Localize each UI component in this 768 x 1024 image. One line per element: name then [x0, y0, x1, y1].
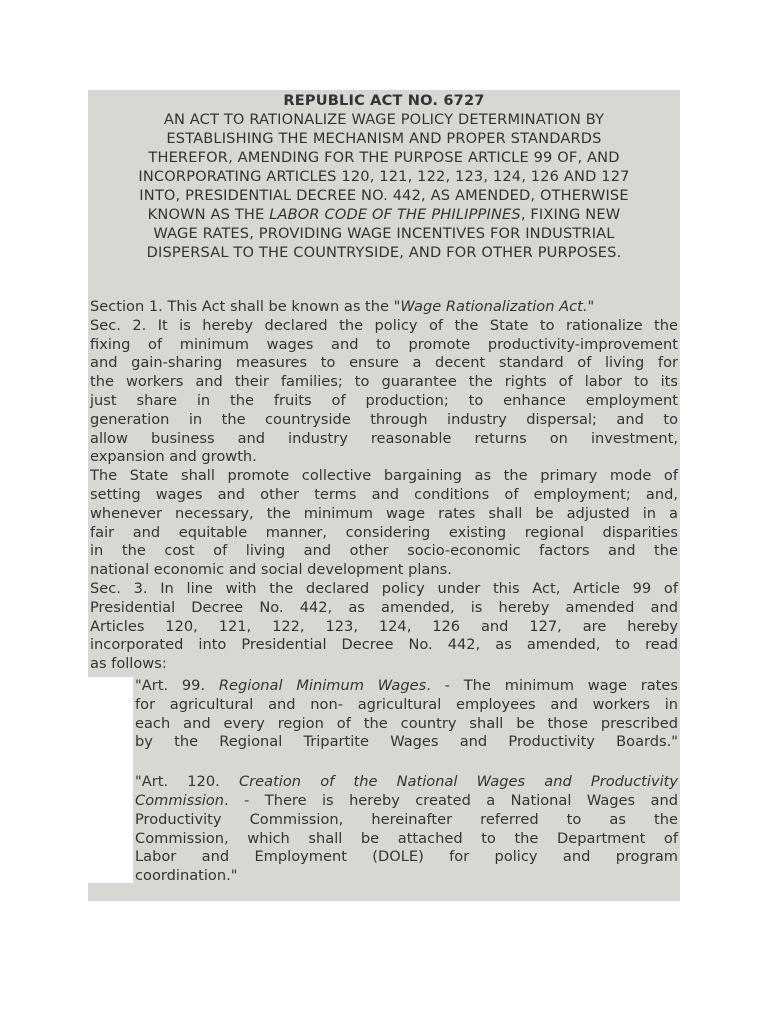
article-120-heading: Creation of the National Wages and Productivity: [238, 773, 678, 791]
article-99-text: . - The minimum wage rates: [426, 677, 678, 694]
section-3-line: Presidential Decree No. 442, as amended, is hereby amended and: [90, 598, 678, 616]
article-120-heading: Commission: [135, 791, 225, 809]
section-3: [90, 580, 678, 674]
section-2-line: the workers and their families; to guarantee the rights of labor to its: [90, 373, 678, 391]
section-3-line: as follows:: [90, 655, 167, 673]
act-title-line: ESTABLISHING THE MECHANISM AND PROPER STANDARDS: [166, 130, 602, 147]
state-policy-line: The State shall promote collective bargaining as the primary mode of: [90, 467, 678, 485]
section-3-line: incorporated into Presidential Decree No. 442, as amended, to read: [90, 636, 678, 654]
act-title-line: WAGE RATES, PROVIDING WAGE INCENTIVES FOR INDUSTRIAL: [153, 225, 615, 242]
act-title-text: , FIXING NEW: [520, 206, 621, 223]
state-policy-line: in the cost of living and other socio-economic factors and the: [90, 542, 678, 560]
section-2-line: just share in the fruits of production; to enhance employment: [90, 391, 678, 409]
state-policy-line: fair and equitable manner, considering existing regional disparities: [90, 523, 678, 541]
article-99-number: "Art. 99.: [135, 677, 219, 694]
article-120-text: . - There is hereby created a National Wages and: [224, 791, 678, 809]
state-policy-line: setting wages and other terms and conditions of employment; and,: [90, 485, 678, 503]
article-120-line: [135, 792, 678, 811]
act-title-line: INTO, PRESIDENTIAL DECREE NO. 442, AS AMENDED, OTHERWISE: [139, 187, 629, 204]
article-99: [135, 677, 678, 752]
article-99-line: each and every region of the country shall be those prescribed: [135, 714, 678, 732]
act-title-text: KNOWN AS THE: [147, 206, 270, 223]
section-2: [90, 317, 678, 467]
act-title-block: [88, 91, 680, 262]
section-3-line: Articles 120, 121, 122, 123, 124, 126 and 127, are hereby: [90, 617, 678, 635]
article-120-number: "Art. 120.: [135, 773, 239, 791]
state-policy-line: national economic and social development plans.: [90, 561, 452, 579]
quoted-articles: [135, 677, 678, 886]
section-2-line: Sec. 2. It is hereby declared the policy of the State to rationalize the: [90, 316, 678, 334]
article-120-line: Commission, which shall be attached to the Department of: [135, 829, 678, 847]
section-3-line: Sec. 3. In line with the declared policy under this Act, Article 99 of: [90, 579, 678, 597]
article-99-line: for agricultural and non- agricultural employees and workers in: [135, 695, 678, 713]
act-title-line: THEREFOR, AMENDING FOR THE PURPOSE ARTICLE 99 OF, AND: [148, 149, 620, 166]
section-1-text: Section 1. This Act shall be known as the: [90, 298, 394, 315]
article-99-heading: Regional Minimum Wages: [218, 677, 427, 694]
act-body: [90, 298, 678, 674]
article-120-line: Labor and Employment (DOLE) for policy and program: [135, 848, 678, 866]
act-title-line: [88, 205, 680, 224]
paragraph-gap: [135, 752, 678, 773]
state-policy-paragraph: [90, 467, 678, 580]
section-1: [90, 298, 678, 317]
quote-indent-margin: [88, 677, 133, 883]
act-title-line: DISPERSAL TO THE COUNTRYSIDE, AND FOR OTHER PURPOSES.: [146, 244, 622, 261]
article-120-line: coordination.": [135, 867, 238, 885]
state-policy-line: whenever necessary, the minimum wage rates shall be adjusted in a: [90, 504, 678, 522]
section-2-line: allow business and industry reasonable returns on investment,: [90, 429, 678, 447]
act-title-line: INCORPORATING ARTICLES 120, 121, 122, 123, 124, 126 AND 127: [138, 168, 630, 185]
section-2-line: expansion and growth.: [90, 448, 257, 466]
short-title: "Wage Rationalization Act.": [393, 298, 595, 315]
section-2-line: fixing of minimum wages and to promote productivity-improvement: [90, 335, 678, 353]
article-120-line: [135, 773, 678, 792]
act-title-line: AN ACT TO RATIONALIZE WAGE POLICY DETERMINATION BY: [163, 111, 605, 128]
article-99-line: by the Regional Tripartite Wages and Productivity Boards.": [135, 733, 678, 751]
section-2-line: generation in the countryside through industry dispersal; and to: [90, 410, 678, 428]
act-number: REPUBLIC ACT NO. 6727: [283, 92, 485, 109]
labor-code-title: LABOR CODE OF THE PHILIPPINES: [269, 206, 521, 223]
section-2-line: and gain-sharing measures to ensure a decent standard of living for: [90, 354, 678, 372]
article-120-line: Productivity Commission, hereinafter referred to as the: [135, 810, 678, 828]
article-99-line: [135, 677, 678, 696]
article-120: [135, 773, 678, 886]
